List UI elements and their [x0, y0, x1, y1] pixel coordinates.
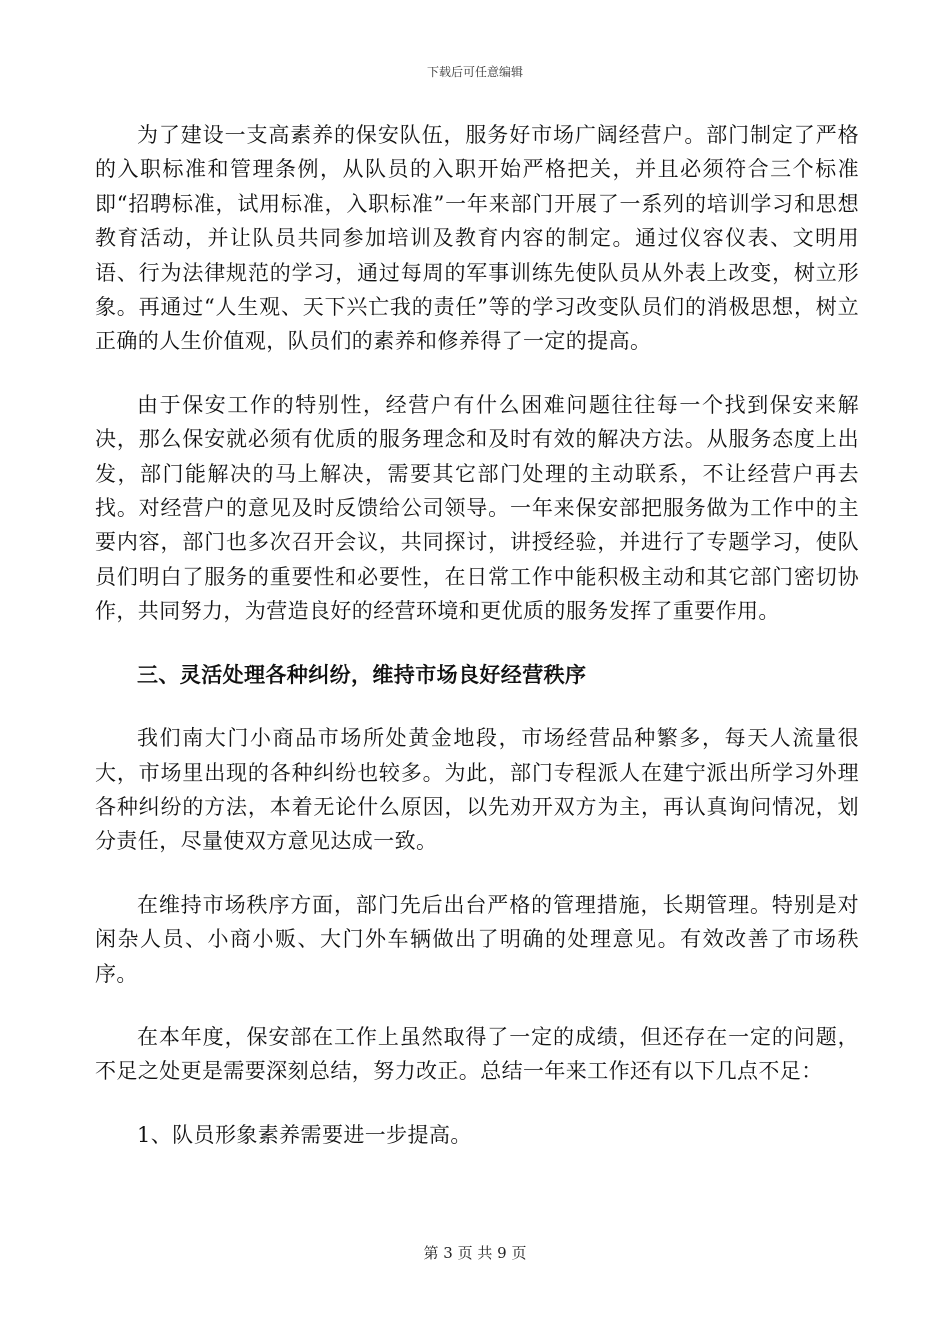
paragraph-service: 由于保安工作的特别性，经营户有什么困难问题往往每一个找到保安来解决，那么保安就必须有优质的服务理念和及时有效的解决方法。从服务态度上出发，部门能解决的马上解决，需要其它部门处理的主动联系，不让经营户再去找。对经营户的意见及时反馈给公司领导。一年来保安部把服务做为工作中的主要内容，部门也多次召开会议，共同探讨，讲授经验，并进行了专题学习，使队员们明白了服务的重要性和必要性，在日常工作中能积极主动和其它部门密切协作，共同努力，为营造良好的经营环境和更优质的服务发挥了重要作用。: [95, 392, 859, 624]
page-header: 下载后可任意编辑: [426, 65, 523, 79]
paragraph-market-order: 在维持市场秩序方面，部门先后出台严格的管理措施，长期管理。特别是对闲杂人员、小商小贩、大门外车辆做出了明确的处理意见。有效改善了市场秩序。: [95, 892, 859, 986]
paragraph-team-building: 为了建设一支高素养的保安队伍，服务好市场广阔经营户。部门制定了严格的入职标准和管理条例，从队员的入职开始严格把关，并且必须符合三个标准即“招聘标准，试用标准，入职标准”一年来部门开展了一系列的培训学习和思想教育活动，并让队员共同参加培训及教育内容的制定。通过仪容仪表、文明用语、行为法律规范的学习，通过每周的军事训练先使队员从外表上改变，树立形象。再通过“人生观、天下兴亡我的责任”等的学习改变队员们的消极思想，树立正确的人生价值观，队员们的素养和修养得了一定的提高。: [95, 123, 859, 354]
paragraph-shortcomings: 在本年度，保安部在工作上虽然取得了一定的成绩，但还存在一定的问题，不足之处更是需要深刻总结，努力改正。总结一年来工作还有以下几点不足：: [95, 1024, 859, 1084]
page-footer: 第 3 页 共 9 页: [423, 1244, 527, 1262]
section-heading: 三、灵活处理各种纠纷，维持市场良好经营秩序: [137, 662, 587, 687]
paragraph-disputes: 我们南大门小商品市场所处黄金地段，市场经营品种繁多，每天人流量很大，市场里出现的各种纠纷也较多。为此，部门专程派人在建宁派出所学习外理各种纠纷的方法，本着无论什么原因，以先劝开双方为主，再认真询问情况，划分责任，尽量使双方意见达成一致。: [95, 726, 859, 854]
list-item-shortcoming-1: 1、队员形象素养需要进一步提高。: [137, 1122, 472, 1147]
document-body: [95, 118, 859, 1181]
